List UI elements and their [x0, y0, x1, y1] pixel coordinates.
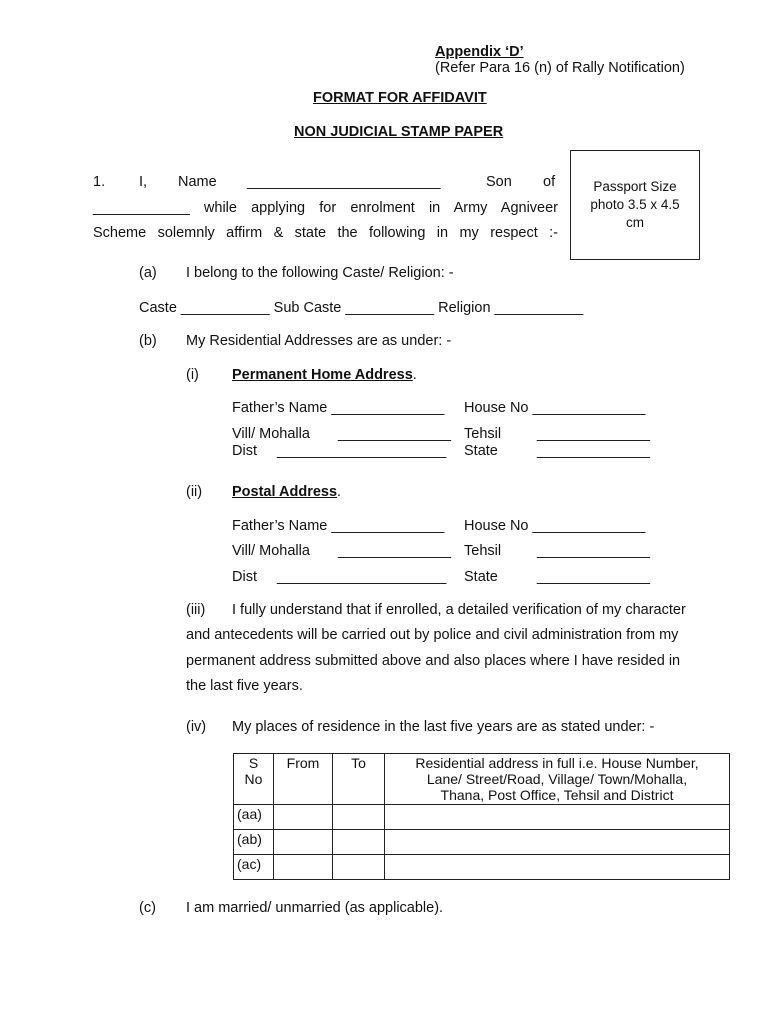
postal-address-heading	[232, 485, 341, 500]
col-to: To	[333, 754, 385, 805]
to-cell	[333, 830, 385, 855]
item-c-label: (c)	[139, 900, 156, 916]
passport-photo-box: Passport Size photo 3.5 x 4.5 cm	[570, 150, 700, 260]
permanent-heading-period: .	[412, 367, 417, 383]
postal-dist-label: Dist	[232, 569, 257, 585]
item-b-text: My Residential Addresses are as under: -	[186, 333, 452, 349]
stamp-paper-title: NON JUDICIAL STAMP PAPER	[294, 124, 504, 140]
permanent-address-heading-text: Permanent Home Address	[232, 367, 413, 383]
item-c-text: I am married/ unmarried (as applicable).	[186, 900, 444, 916]
row-serial: (ac)	[234, 855, 274, 880]
permanent-vill-label: Vill/ Mohalla	[232, 426, 310, 442]
para1-line3: Scheme solemnly affirm & state the following in my respect :-	[93, 225, 558, 241]
permanent-address-heading	[232, 368, 417, 383]
from-cell	[274, 805, 333, 830]
item-iv-text: My places of residence in the last five years are as stated under: -	[232, 719, 655, 735]
item-iii-label: (iii)	[186, 602, 206, 618]
item-iv-label: (iv)	[186, 719, 207, 735]
postal-vill-label: Vill/ Mohalla	[232, 543, 310, 559]
permanent-fathers-name: Father’s Name ______________	[232, 400, 445, 416]
appendix-label: Appendix ‘D’	[435, 44, 524, 60]
para1-name-label: Name	[178, 174, 217, 190]
para1-son-label: Son	[486, 174, 512, 190]
row-serial: (aa)	[234, 805, 274, 830]
to-cell	[333, 805, 385, 830]
permanent-vill-blank: ______________	[338, 426, 451, 442]
col-residential-address: Residential address in full i.e. House Number, Lane/ Street/Road, Village/ Town/Mohalla, Thana, Post Office, Tehsil and District	[385, 754, 730, 805]
col-from: From	[274, 754, 333, 805]
item-b-label: (b)	[139, 333, 157, 349]
to-cell	[333, 855, 385, 880]
para1-line2: ____________ while applying for enrolment in Army Agniveer	[93, 200, 558, 216]
col-s-no: S No	[234, 754, 274, 805]
item-iii-line1: I fully understand that if enrolled, a detailed verification of my character	[232, 602, 686, 618]
residence-table	[233, 753, 730, 880]
page-title: FORMAT FOR AFFIDAVIT	[313, 90, 487, 106]
address-cell	[385, 855, 730, 880]
item-a-label: (a)	[139, 265, 157, 281]
permanent-state-label: State	[464, 443, 498, 459]
residence-table-header	[234, 754, 730, 805]
item-iii-line2: and antecedents will be carried out by police and civil administration from my	[186, 627, 679, 643]
postal-tehsil-blank: ______________	[537, 543, 650, 559]
permanent-house-no: House No ______________	[464, 400, 646, 416]
postal-vill-blank: ______________	[338, 543, 451, 559]
rally-notification-reference: (Refer Para 16 (n) of Rally Notification)	[435, 60, 685, 76]
from-cell	[274, 830, 333, 855]
postal-address-heading-text: Postal Address	[232, 484, 338, 500]
postal-state-blank: ______________	[537, 569, 650, 585]
address-cell	[385, 805, 730, 830]
item-ii-label: (ii)	[186, 484, 203, 500]
item-a-text: I belong to the following Caste/ Religion: -	[186, 265, 454, 281]
permanent-state-blank: ______________	[537, 443, 650, 459]
postal-house-no: House No ______________	[464, 518, 646, 534]
address-cell	[385, 830, 730, 855]
para1-of-label: of	[543, 174, 556, 190]
row-serial: (ab)	[234, 830, 274, 855]
item-iii-line3: permanent address submitted above and also places where I have resided in	[186, 653, 681, 669]
table-row	[234, 855, 730, 880]
from-cell	[274, 855, 333, 880]
permanent-dist-label: Dist	[232, 443, 257, 459]
permanent-tehsil-label: Tehsil	[464, 426, 502, 442]
name-blank: ________________________	[247, 174, 441, 190]
caste-religion-fields: Caste ___________ Sub Caste ___________ Religion ___________	[139, 300, 584, 316]
para1-i: I,	[139, 174, 148, 190]
postal-dist-blank: _____________________	[277, 569, 447, 585]
item-iii-line4: the last five years.	[186, 678, 303, 694]
item-i-label: (i)	[186, 367, 199, 383]
postal-tehsil-label: Tehsil	[464, 543, 502, 559]
permanent-tehsil-blank: ______________	[537, 426, 650, 442]
postal-fathers-name: Father’s Name ______________	[232, 518, 445, 534]
postal-state-label: State	[464, 569, 498, 585]
table-row	[234, 805, 730, 830]
postal-heading-period: .	[337, 484, 342, 500]
para-number: 1.	[93, 174, 106, 190]
table-row	[234, 830, 730, 855]
permanent-dist-blank: _____________________	[277, 443, 447, 459]
